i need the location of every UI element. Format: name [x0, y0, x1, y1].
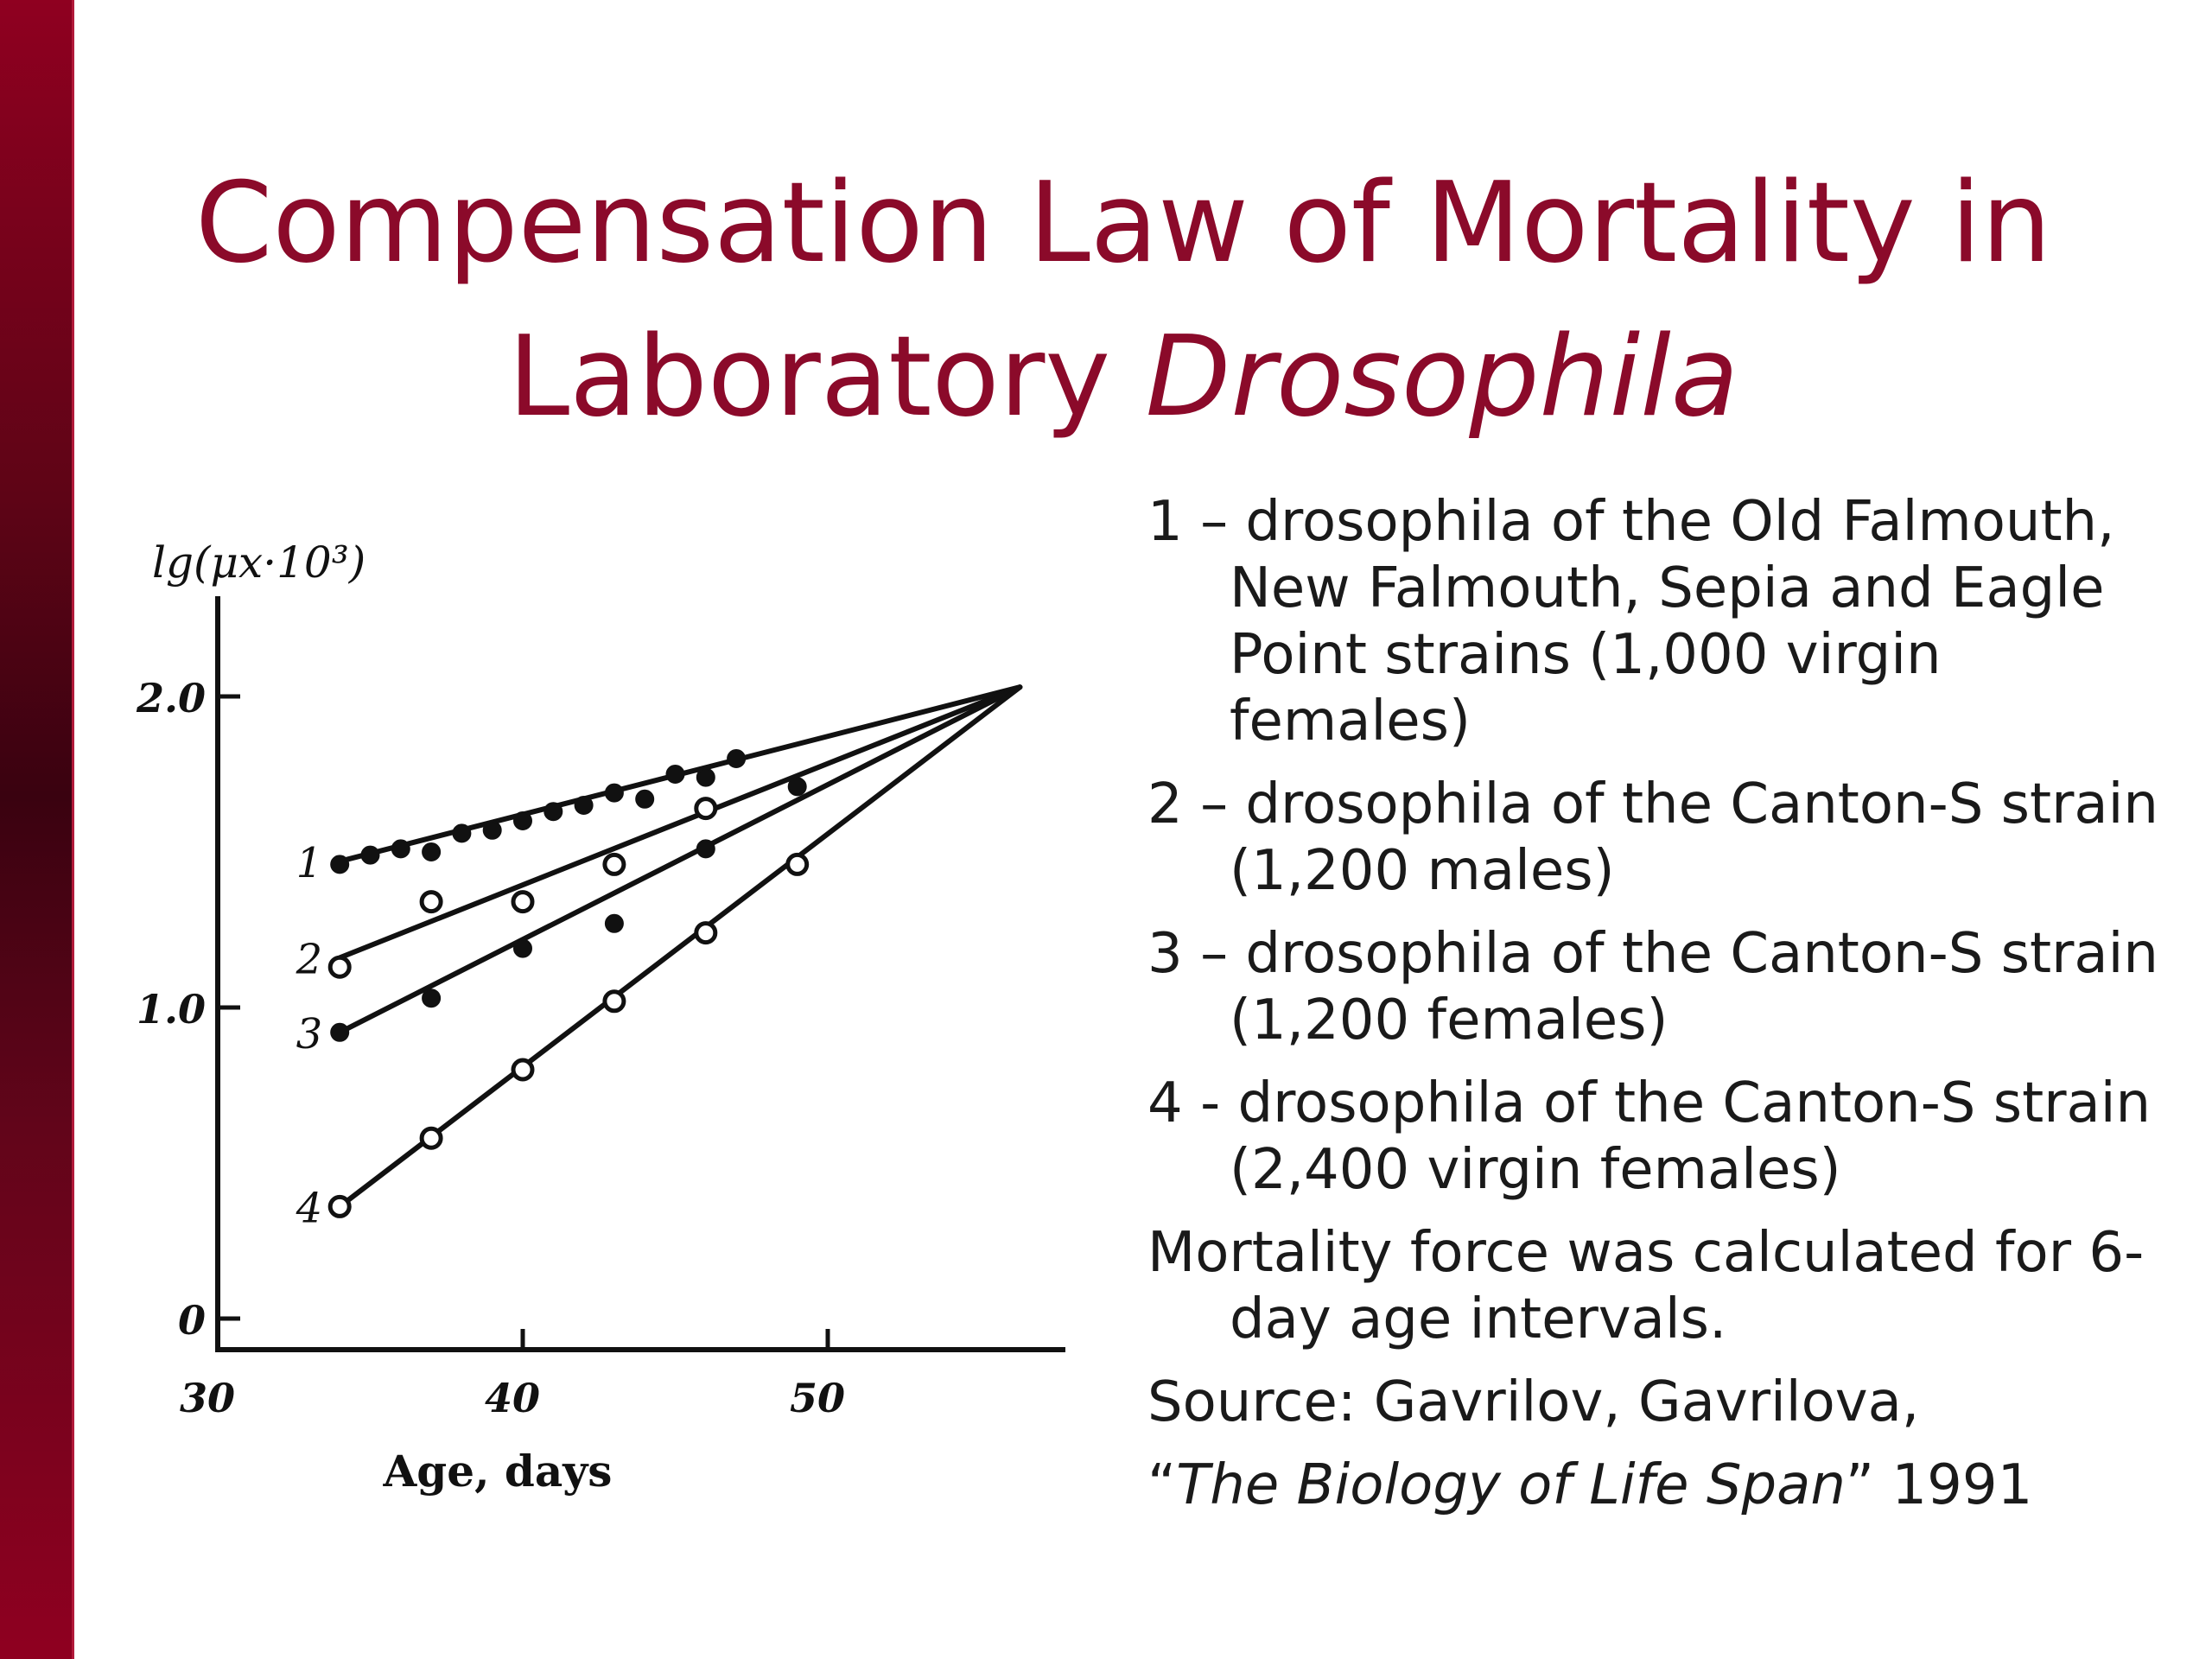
y-tick-label: 0	[177, 1297, 206, 1344]
mortality-chart	[130, 518, 1097, 1538]
y-tick-label: 2.0	[136, 675, 206, 721]
legend-panel	[1147, 489, 2193, 1519]
series-line-3	[340, 687, 1020, 1033]
source-citation	[1147, 1452, 2193, 1519]
series-3-point	[789, 778, 806, 795]
y-ticks	[136, 675, 240, 1344]
title-line-2	[104, 301, 2143, 454]
series-3-point	[606, 915, 623, 932]
x-tick-label: 30	[179, 1375, 236, 1421]
series-lines	[340, 687, 1020, 1206]
x-tick-label: 50	[789, 1375, 846, 1421]
series-4-point	[330, 1197, 349, 1216]
series-4-point	[513, 1060, 532, 1079]
series-1-point	[606, 785, 623, 802]
series-4-point	[605, 992, 624, 1011]
y-axis-label: lg(μx·10³)	[152, 537, 366, 588]
series-points	[330, 750, 807, 1216]
series-2-point	[696, 799, 715, 818]
series-1-point	[392, 840, 410, 857]
series-1-point	[636, 791, 653, 808]
series-3-point	[514, 940, 531, 957]
legend-item-4: 4 - drosophila of the Canton-S strain (2,400 virgin females)	[1147, 1071, 2152, 1202]
series-3-point	[331, 1024, 348, 1041]
series-4-point	[422, 1128, 441, 1147]
series-1-point	[575, 797, 593, 814]
series-2-point	[422, 893, 441, 912]
x-ticks	[180, 1329, 845, 1421]
title-line-2-italic: Drosophila	[1145, 313, 1739, 442]
series-1-point	[453, 824, 470, 842]
legend-item-2: 2 – drosophila of the Canton-S strain (1,200 males)	[1147, 772, 2158, 903]
legend-note: Mortality force was calculated for 6-day age intervals.	[1147, 1221, 2145, 1351]
source-prefix: Source: Gavrilov, Gavrilova,	[1147, 1370, 1920, 1434]
series-line-4	[340, 687, 1020, 1206]
source-book-title: The Biology of Life Span	[1176, 1453, 1846, 1517]
series-1-point	[544, 803, 562, 820]
legend-item-3: 3 – drosophila of the Canton-S strain (1,200 females)	[1147, 922, 2158, 1052]
series-label-2: 2	[296, 935, 323, 984]
x-tick-label: 40	[484, 1375, 541, 1421]
series-4-point	[696, 924, 715, 943]
slide-side-bar	[0, 0, 74, 1659]
source-open-quote: “	[1147, 1453, 1177, 1517]
series-1-point	[423, 843, 440, 861]
y-tick-label: 1.0	[136, 986, 206, 1033]
x-axis-label: Age, days	[383, 1446, 613, 1497]
series-1-point	[728, 750, 745, 767]
series-4-point	[788, 855, 807, 874]
series-1-point	[514, 812, 531, 830]
series-label-4: 4	[296, 1184, 323, 1233]
series-1-point	[331, 855, 348, 873]
series-label-3: 3	[296, 1009, 323, 1058]
series-1-point	[484, 822, 501, 839]
legend-item-1: 1 – drosophila of the Old Falmouth, New Falmouth, Sepia and Eagle Point strains (1,000 virgin females)	[1147, 490, 2115, 753]
series-2-point	[330, 957, 349, 976]
series-line-2	[340, 687, 1020, 957]
title-line-1: Compensation Law of Mortality in	[194, 159, 2052, 288]
source-year: ” 1991	[1845, 1453, 2033, 1517]
series-1-point	[362, 847, 379, 864]
series-labels	[296, 839, 323, 1233]
series-2-point	[605, 855, 624, 874]
series-2-point	[513, 893, 532, 912]
series-3-point	[697, 840, 715, 857]
series-label-1: 1	[296, 838, 323, 887]
series-1-point	[667, 766, 684, 783]
title-line-2-plain: Laboratory	[507, 313, 1146, 442]
series-1-point	[697, 769, 715, 786]
series-3-point	[423, 989, 440, 1007]
slide-title	[104, 147, 2143, 454]
